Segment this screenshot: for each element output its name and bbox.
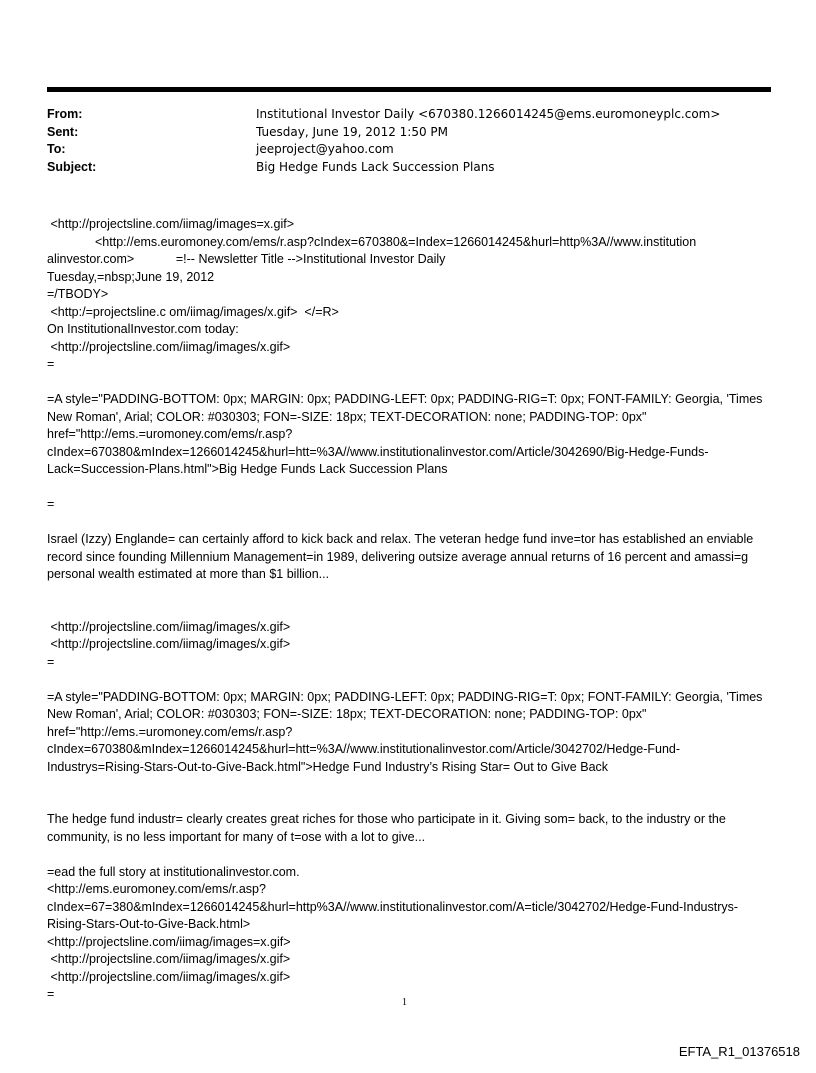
body-line: On InstitutionalInvestor.com today: — [47, 322, 239, 336]
from-label: From: — [47, 107, 83, 121]
body-line: = — [47, 497, 55, 511]
subject-value: Big Hedge Funds Lack Succession Plans — [256, 159, 495, 174]
body-line: = — [47, 357, 55, 371]
body-line: <http://projectsline.com/iimag/images/x.gif> — [47, 952, 291, 966]
body-line: <http://projectsline.com/iimag/images/x.gif> — [47, 619, 291, 634]
from-row — [47, 106, 771, 124]
full-story-link-text: <http://ems.euromoney.com/ems/r.asp?cIndex=67=380&mIndex=1266014245&hurl=http%3A//www.institutionalinvestor.com/A=ticle/3042702/Hedge-Fund-Industrys-Rising-Stars-Out-to-Give-Back.html> — [47, 882, 739, 931]
from-value: Institutional Investor Daily <670380.1266014245@ems.euromoneyplc.com> — [256, 107, 721, 121]
body-line: <http://projectsline.com/iimag/images/x.gif> — [47, 969, 291, 984]
sent-value: Tuesday, June 19, 2012 1:50 PM — [256, 124, 448, 139]
article-summary: The hedge fund industr= clearly creates great riches for those who participate in it. Giving som= back, to the industry or the community, is no less important for many of t=ose with a lot to give... — [47, 812, 730, 844]
article-anchor-markup: =A style="PADDING-BOTTOM: 0px; MARGIN: 0px; PADDING-LEFT: 0px; PADDING-RIG=T: 0px; FONT-FAMILY: Georgia, 'Times New Roman', Arial; COLOR: #030303; FON=-SIZE: 18px; TEXT-DECORATION: none; PADDING-TOP: 0px" href="http://ems.=uromoney.com/ems/r.asp?cIndex=670380&mIndex=1266014245&hurl=htt=%3A//www.institutionalinvestor.com/Article/3042702/Hedge-Fund-Industrys=Rising-Stars-Out-to-Give-Back.html">Hedge Fund Industry’s Rising Star= Out to Give Back — [47, 689, 766, 774]
body-line: <http://projectsline.com/iimag/images=x.gif> — [47, 217, 295, 231]
to-label: To: — [47, 142, 66, 156]
body-line: <http://ems.euromoney.com/ems/r.asp?cIndex=670380&=Index=1266014245&hurl=http%3A//www.institution — [95, 234, 697, 249]
body-line: alinvestor.com> =!-- Newsletter Title -->Institutional Investor Daily — [47, 252, 446, 266]
email-header — [47, 106, 771, 176]
to-row — [47, 141, 771, 159]
email-body — [47, 216, 773, 1004]
to-value: jeeproject@yahoo.com — [256, 142, 394, 156]
body-line: =/TBODY> — [47, 287, 109, 301]
body-line: <http:/=projectsline.c om/iimag/images/x.gif> </=R> — [47, 304, 339, 319]
subject-label: Subject: — [47, 159, 97, 174]
body-line: = — [47, 654, 55, 669]
body-line: =ead the full story at institutionalinvestor.com. — [47, 864, 300, 879]
document-id: EFTA_R1_01376518 — [678, 1044, 800, 1059]
header-rule — [47, 87, 771, 92]
sent-row — [47, 124, 771, 142]
body-line: <http://projectsline.com/iimag/images/x.gif> — [47, 339, 291, 354]
body-line: Tuesday,=nbsp;June 19, 2012 — [47, 269, 215, 284]
sent-label: Sent: — [47, 124, 79, 139]
article-anchor-markup: =A style="PADDING-BOTTOM: 0px; MARGIN: 0px; PADDING-LEFT: 0px; PADDING-RIG=T: 0px; FONT-FAMILY: Georgia, 'Times New Roman', Arial; COLOR: #030303; FON=-SIZE: 18px; TEXT-DECORATION: none; PADDING-TOP: 0px" href="http://ems.=uromoney.com/ems/r.asp?cIndex=670380&mIndex=1266014245&hurl=htt=%3A//www.institutionalinvestor.com/Article/3042690/Big-Hedge-Funds-Lack=Succession-Plans.html">Big Hedge Funds Lack Succession Plans — [47, 392, 766, 476]
subject-row — [47, 159, 771, 177]
body-line: <http://projectsline.com/iimag/images/x.gif> — [47, 637, 291, 651]
body-line: = — [47, 987, 55, 1001]
body-line: <http://projectsline.com/iimag/images=x.gif> — [47, 934, 291, 949]
article-summary: Israel (Izzy) Englande= can certainly afford to kick back and relax. The veteran hedge fund inve=tor has established an enviable record since founding Millennium Management=in 1989, delivering outsize average annual returns of 16 percent and amassi=g personal wealth estimated at more than $1 billion... — [47, 532, 757, 581]
page-number: 1 — [402, 997, 407, 1008]
